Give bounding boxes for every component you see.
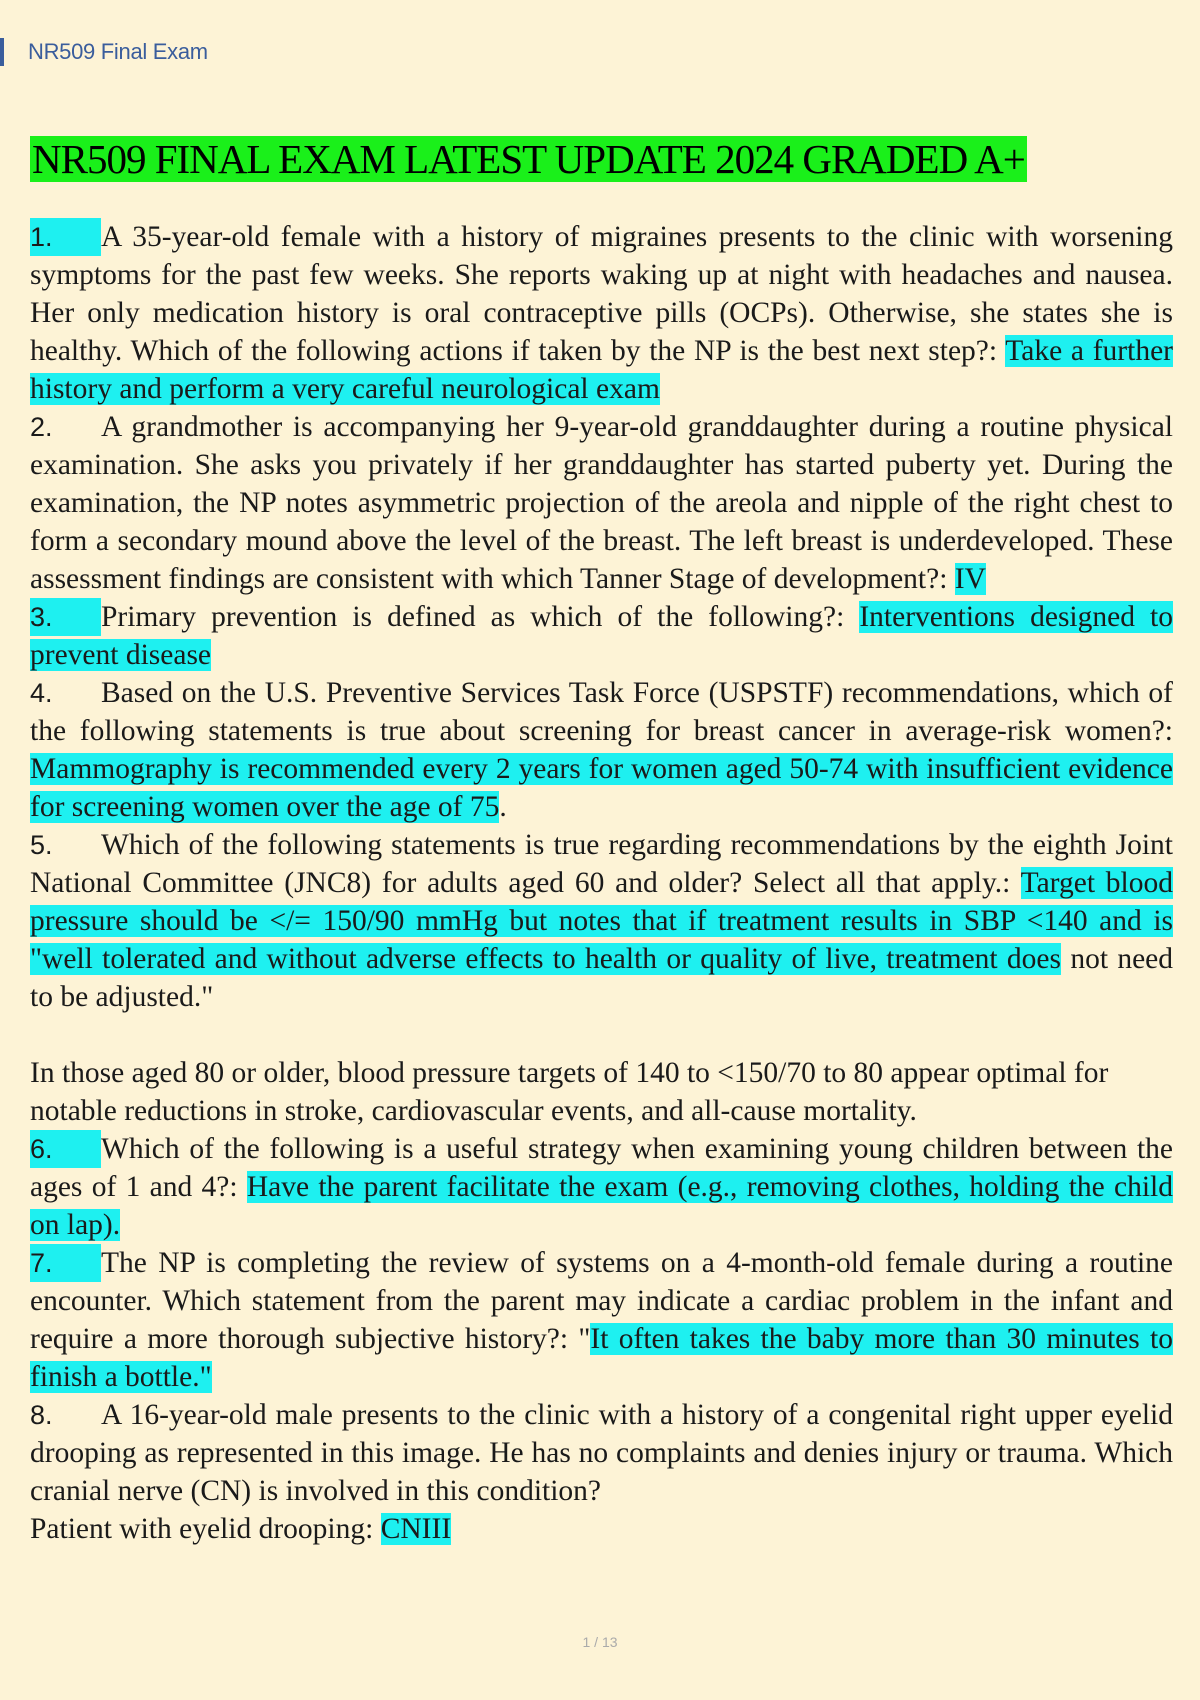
answer-highlight: IV bbox=[954, 563, 986, 595]
question-text: Based on the U.S. Preventive Services Task Force (USPSTF) recommendations, which of the following statements is true about screening for breast cancer in average-risk women?: bbox=[30, 677, 1173, 747]
question-number: 5. bbox=[30, 830, 53, 860]
document-header bbox=[0, 36, 208, 68]
question-1 bbox=[30, 218, 1173, 408]
answer-highlight: CNIII bbox=[380, 1513, 452, 1545]
answer-label: Patient with eyelid drooping: bbox=[30, 1513, 381, 1545]
question-number: 6. bbox=[30, 1130, 101, 1168]
question-number: 3. bbox=[30, 598, 101, 636]
answer-highlight: It often takes the baby more than 30 minutes to finish a bottle." bbox=[30, 1323, 1173, 1393]
question-7 bbox=[30, 1244, 1173, 1396]
question-8-answer-line bbox=[30, 1510, 1173, 1548]
question-text: A 35-year-old female with a history of migraines presents to the clinic with worsening symptoms for the past few weeks. She reports waking up at night with headaches and nausea. Her only medication history is oral contraceptive pills (OCPs). Otherwise, she states she is healthy. Which of the following actions if taken by the NP is the best next step?: bbox=[30, 221, 1173, 367]
question-6 bbox=[30, 1130, 1173, 1244]
document-title-text: NR509 FINAL EXAM LATEST UPDATE 2024 GRADED A+ bbox=[32, 136, 1025, 182]
question-text: A 16-year-old male presents to the clinic with a history of a congenital right upper eyelid drooping as represented in this image. He has no complaints and denies injury or trauma. Which cranial nerve (CN) is involved in this condition? bbox=[30, 1399, 1173, 1507]
answer-suffix: not need to be adjusted." bbox=[30, 943, 1174, 1013]
question-number: 2. bbox=[30, 412, 53, 442]
question-text: Which of the following is a useful strategy when examining young children between the ages of 1 and 4?: bbox=[30, 1133, 1173, 1203]
answer-highlight: Mammography is recommended every 2 years for women aged 50-74 with insufficient evidence for screening women over the age of 75 bbox=[30, 753, 1173, 823]
answer-highlight: Interventions designed to prevent disease bbox=[30, 601, 1173, 671]
question-text: The NP is completing the review of systems on a 4-month-old female during a routine encounter. Which statement from the parent may indicate a cardiac problem in the infant and require a more thorough subjective history?: " bbox=[30, 1247, 1173, 1355]
answer-highlight: Target blood pressure should be </= 150/90 mmHg but notes that if treatment results in SBP <140 and is "well tolerated and without adverse effects to health or quality of live, treatment does bbox=[30, 867, 1173, 975]
question-number: 1. bbox=[30, 218, 101, 256]
answer-highlight: Take a further history and perform a very careful neurological exam bbox=[30, 335, 1173, 405]
question-2 bbox=[30, 408, 1173, 598]
question-8 bbox=[30, 1396, 1173, 1510]
document-body bbox=[30, 218, 1173, 1548]
page-number: 1 / 13 bbox=[582, 1634, 618, 1650]
document-title bbox=[30, 133, 1027, 185]
answer-suffix: . bbox=[499, 791, 507, 823]
header-accent-bar bbox=[0, 38, 4, 66]
question-number: 4. bbox=[30, 678, 53, 708]
header-title: NR509 Final Exam bbox=[28, 39, 208, 64]
question-5 bbox=[30, 826, 1173, 1016]
question-5-note: In those aged 80 or older, blood pressure targets of 140 to <150/70 to 80 appear optimal for notable reductions in stroke, cardiovascular events, and all-cause mortality. bbox=[30, 1057, 1109, 1127]
question-text: A grandmother is accompanying her 9-year-old granddaughter during a routine physical examination. She asks you privately if her granddaughter has started puberty yet. During the examination, the NP notes asymmetric projection of the areola and nipple of the right chest to form a secondary mound above the level of the breast. The left breast is underdeveloped. These assessment findings are consistent with which Tanner Stage of development?: bbox=[30, 411, 1173, 595]
question-3 bbox=[30, 598, 1173, 674]
answer-highlight: Have the parent facilitate the exam (e.g., removing clothes, holding the child on lap). bbox=[30, 1171, 1174, 1241]
question-text: Which of the following statements is true regarding recommendations by the eighth Joint National Committee (JNC8) for adults aged 60 and older? Select all that apply.: bbox=[30, 829, 1173, 899]
question-number: 8. bbox=[30, 1400, 53, 1430]
question-text: Primary prevention is defined as which of the following?: bbox=[101, 601, 860, 633]
question-4 bbox=[30, 674, 1173, 826]
question-number: 7. bbox=[30, 1244, 101, 1282]
